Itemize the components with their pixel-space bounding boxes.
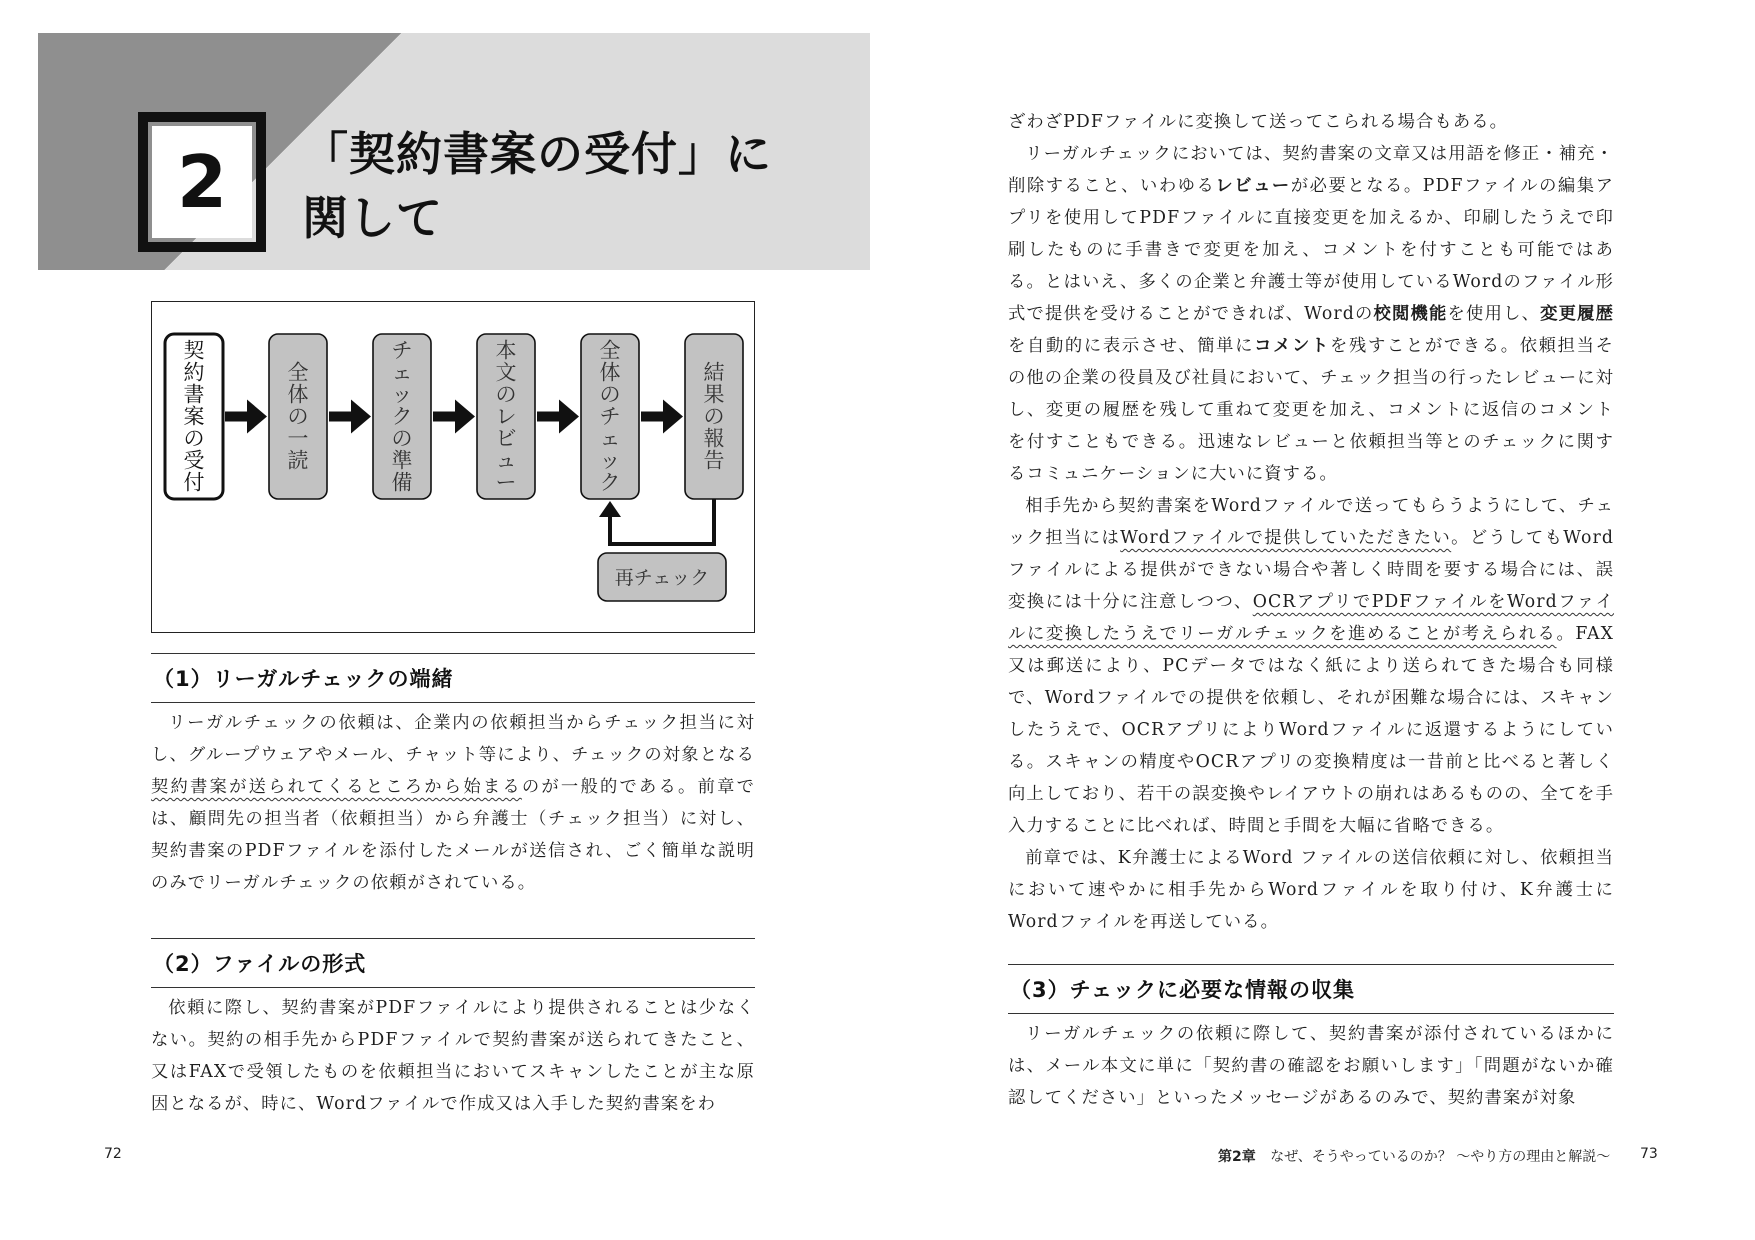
flow-step-label: 本文のレビュー: [495, 338, 517, 495]
flow-step-label: 全体の一読: [287, 360, 309, 473]
text-run: リーガルチェックの依頼は、企業内の依頼担当からチェック担当に対し、グループウェアやメール、チャット等により、チェックの対象となる: [151, 713, 755, 765]
emphasis-underline: 契約書案が送られてくるところから始まる: [151, 777, 522, 797]
chapter-title: [302, 122, 822, 250]
paragraph-2: [1008, 490, 1614, 842]
flow-arrow: [537, 400, 579, 434]
paragraph-1: [1008, 138, 1614, 490]
flow-arrow: [329, 400, 371, 434]
paragraph-0: ざわざPDFファイルに変換して送ってこられる場合もある。: [1008, 112, 1508, 132]
emphasis-underline: Wordファイルで提供していただきたい: [1120, 528, 1452, 548]
flow-arrow: [225, 400, 267, 434]
text-run: のが一般的である。前章では、顧問先の担当者（依頼担当）から弁護士（チェック担当）に対し、契約書案のPDFファイルを添付したメールが送信され、ごく簡単な説明のみでリーガルチェックの依頼がされている。: [151, 777, 755, 893]
bold-term: 校閲機能: [1373, 304, 1448, 324]
text-run: 。どうしてもWordファイルによる提供ができない場合や著しく時間を要する場合には、誤変換には十分に注意しつつ、: [1008, 528, 1615, 612]
section-1-paragraph: [151, 707, 755, 899]
recheck-label: 再チェック: [614, 567, 710, 589]
section-heading-2: （2）ファイルの形式: [151, 938, 755, 988]
chapter-title-line1: 「契約書案の受付」に: [302, 127, 772, 181]
chapter-number-box: [138, 112, 266, 252]
bold-term: レビュー: [1215, 176, 1291, 196]
text-run: を自動的に表示させ、簡単に: [1008, 336, 1255, 356]
workflow-diagram: [151, 301, 755, 633]
section-1-body: [151, 707, 755, 899]
section-2-paragraph: 依頼に際し、契約書案がPDFファイルにより提供されることは少なくない。契約の相手先からPDFファイルで契約書案が送られてきたこと、又はFAXで受領したものを依頼担当においてスキャンしたことが主な原因となるが、時に、Wordファイルで作成又は入手した契約書案をわ: [151, 998, 755, 1114]
loop-arrow-head: [599, 501, 621, 517]
section-3-body: [1008, 1018, 1614, 1114]
page-number-left: 72: [104, 1146, 122, 1162]
text-run: 相手先から契約書案をWordファイルで送ってもらうようにして、チェック担当には: [1008, 496, 1614, 548]
flow-step-label: チェックの準備: [391, 338, 413, 495]
chapter-title-line2: 関して: [302, 191, 443, 245]
section-3-paragraph: リーガルチェックの依頼に際して、契約書案が添付されているほかには、メール本文に単に「契約書の確認をお願いします」「問題がないか確認してください」といったメッセージがあるのみで、契約書案が対象: [1008, 1024, 1614, 1108]
flow-arrow: [641, 400, 683, 434]
running-head: [1218, 1146, 1610, 1166]
emphasis-underline: OCRアプリでPDFファイルをWordファイルに変換したうえでリーガルチェックを進めることが考えられる: [1008, 592, 1615, 644]
bold-term: 変更履歴: [1540, 304, 1615, 324]
page-number-right: 73: [1640, 1146, 1658, 1162]
section-heading-3: （3）チェックに必要な情報の収集: [1008, 964, 1614, 1014]
flow-step-label: 全体のチェック: [599, 338, 621, 495]
flow-step-label: 契約書案の受付: [183, 338, 205, 495]
running-head-title: なぜ、そうやっているのか？ 〜やり方の理由と解説〜: [1270, 1149, 1611, 1165]
loop-arrow-line: [610, 499, 714, 544]
running-head-chapter: 第2章: [1218, 1149, 1256, 1165]
flow-arrow: [433, 400, 475, 434]
chapter-number: 2: [176, 140, 228, 224]
section-heading-1: （1）リーガルチェックの端緒: [151, 653, 755, 703]
workflow-diagram-svg: [152, 302, 756, 634]
text-run: を残すことができる。依頼担当その他の企業の役員及び社員において、チェック担当の行ったレビューに対し、変更の履歴を残して重ねて変更を加え、コメントに返信のコメントを付すこともできる。迅速なレビューと依頼担当等とのチェックに関するコミュニケーションに大いに資する。: [1008, 336, 1614, 484]
text-run: 。FAX又は郵送により、PCデータではなく紙により送られてきた場合も同様で、Wordファイルでの提供を依頼し、それが困難な場合には、スキャンしたうえで、OCRアプリによりWordファイルに返還するようにしている。スキャンの精度やOCRアプリの変換精度は一昔前と比べると著しく向上しており、若干の誤変換やレイアウトの崩れはあるものの、全てを手入力することに比べれば、時間と手間を大幅に省略できる。: [1008, 624, 1614, 836]
bold-term: コメント: [1254, 336, 1330, 356]
text-run: リーガルチェックにおいては、契約書案の文章又は用語を修正・補充・削除すること、いわゆる: [1008, 144, 1614, 196]
right-page-body: [1008, 106, 1614, 938]
paragraph-3: 前章では、K弁護士によるWord ファイルの送信依頼に対し、依頼担当において速やかに相手先からWordファイルを取り付け、K弁護士にWordファイルを再送している。: [1008, 848, 1614, 932]
section-2-body: [151, 992, 755, 1120]
flow-step-label: 結果の報告: [703, 360, 725, 473]
text-run: を使用し、: [1447, 304, 1541, 324]
text-run: が必要となる。PDFファイルの編集アプリを使用してPDFファイルに直接変更を加えるか、印刷したうえで印刷したものに手書きで変更を加え、コメントを付すことも可能ではある。とはいえ、多くの企業と弁護士等が使用しているWordのファイル形式で提供を受けることができれば、Wordの: [1008, 176, 1614, 324]
